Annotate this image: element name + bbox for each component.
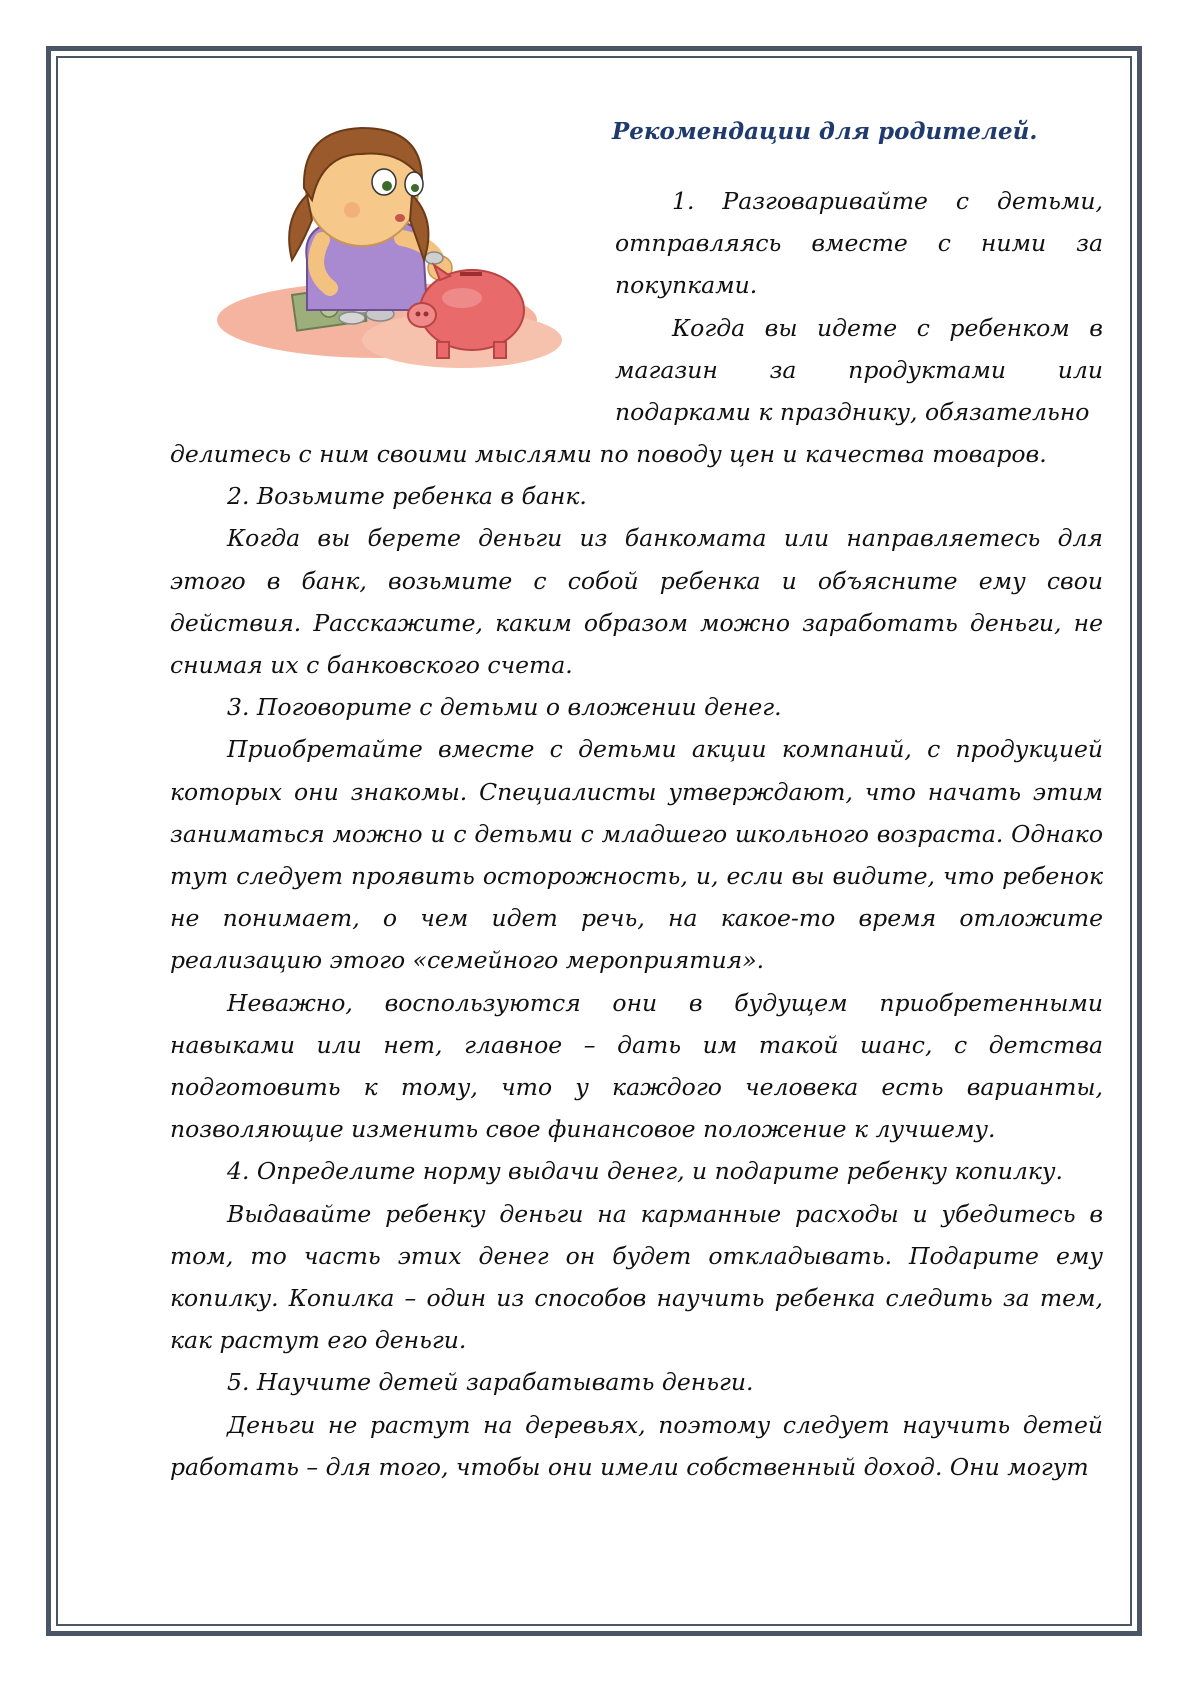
recommendation-5-heading: 5. Научите детей зарабатывать деньги. bbox=[227, 1368, 754, 1397]
intro-text bbox=[615, 180, 1103, 433]
recommendation-2-text: Когда вы берете деньги из банкомата или направляетесь для этого в банк, возьмите с собой ребенка и объясните ему свои действия. Расскажите, каким образом можно заработать деньги, не снимая их с банковского счета. bbox=[170, 524, 1103, 680]
girl-piggy-bank-illustration bbox=[212, 110, 572, 400]
recommendation-1-heading: 1. Разговаривайте с детьми, отправляясь вместе с ними за покупками. bbox=[615, 187, 1103, 300]
main-text bbox=[170, 433, 1103, 1488]
page-title: Рекомендации для родителей. bbox=[612, 118, 1038, 145]
recommendation-3-text: Приобретайте вместе с детьми акции компаний, с продукцией которых они знакомы. Специалисты утверждают, что начать этим заниматься можно и с детьми с младшего школьного возраста. Однако тут следует проявить осторожность, и, если вы видите, что ребенок не понимает, о чем идет речь, на какое-то время отложите реализацию этого «семейного мероприятия». bbox=[170, 735, 1103, 975]
recommendation-3-text-2: Неважно, воспользуются они в будущем приобретенными навыками или нет, главное – дать им такой шанс, с детства подготовить к тому, что у каждого человека есть варианты, позволяющие изменить свое финансовое положение к лучшему. bbox=[170, 988, 1103, 1144]
recommendation-1-text-continued: делитесь с ним своими мыслями по поводу цен и качества товаров. bbox=[170, 440, 1047, 468]
recommendation-1-text-start: Когда вы идете с ребенком в магазин за продуктами или подарками к празднику, обязательно bbox=[615, 313, 1103, 427]
recommendation-4-heading: 4. Определите норму выдачи денег, и подарите ребенку копилку. bbox=[227, 1157, 1064, 1186]
recommendation-3-heading: 3. Поговорите с детьми о вложении денег. bbox=[227, 693, 782, 722]
recommendation-5-text: Деньги не растут на деревьях, поэтому следует научить детей работать – для того, чтобы они имели собственный доход. Они могут bbox=[170, 1410, 1103, 1481]
recommendation-2-heading: 2. Возьмите ребенка в банк. bbox=[227, 482, 587, 511]
recommendation-4-text: Выдавайте ребенку деньги на карманные расходы и убедитесь в том, то часть этих денег он будет откладывать. Подарите ему копилку. Копилка – один из способов научить ребенка следить за тем, как растут его деньги. bbox=[170, 1199, 1103, 1355]
